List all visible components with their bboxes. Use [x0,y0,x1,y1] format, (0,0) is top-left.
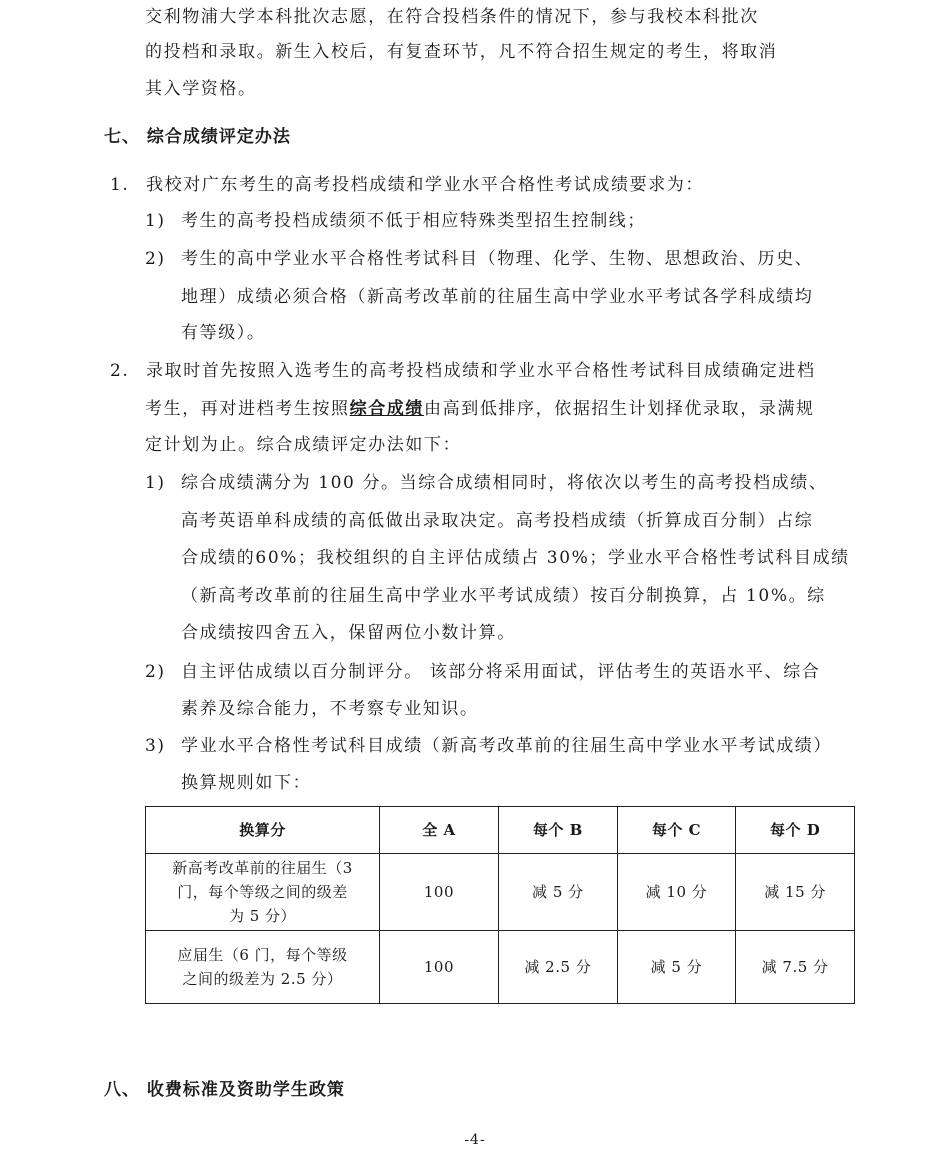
table-row-label-line: 门，每个等级之间的级差 [177,883,348,901]
item-2-sub-3-line-1: 学业水平合格性考试科目成绩（新高考改革前的往届生高中学业水平考试成绩） [181,736,832,756]
item-2-sub-1-line-3: 合成绩的60%；我校组织的自主评估成绩占 30%；学业水平合格性考试科目成绩 [181,548,850,568]
table-row-label-line: 应届生（6 门，每个等级 [177,946,348,964]
table-header-cell: 换算分 [146,807,380,854]
item-2-sub-1-line-4: （新高考改革前的往届生高中学业水平考试成绩）按百分制换算，占 10%。综 [181,586,826,606]
item-2-sub-1-line-1: 综合成绩满分为 100 分。当综合成绩相同时，将依次以考生的高考投档成绩、 [181,473,828,493]
item-1-sub-2-line-3: 有等级）。 [181,323,266,343]
table-cell: 减 10 分 [617,854,735,931]
table-cell: 减 5 分 [498,854,617,931]
item-1-sub-1-text: 考生的高考投档成绩须不低于相应特殊类型招生控制线； [181,211,646,231]
item-2-sub-1-line-2: 高考英语单科成绩的高低做出录取决定。高考投档成绩（折算成百分制）占综 [181,511,814,531]
item-1-sub-2-line-1: 考生的高中学业水平合格性考试科目（物理、化学、生物、思想政治、历史、 [181,249,814,269]
section-8-heading: 八、 收费标准及资助学生政策 [104,1080,345,1100]
item-2-sub-1-number: 1) [145,473,166,493]
table-row-label [146,854,380,931]
grade-conversion-table [145,806,855,1004]
item-1-sub-2-number: 2) [145,249,166,269]
intro-line-3: 其入学资格。 [145,79,257,99]
item-2-sub-2 [145,659,820,685]
table-cell: 减 15 分 [736,854,855,931]
intro-line-2: 的投档和录取。新生入校后，有复查环节，凡不符合招生规定的考生，将取消 [145,42,778,62]
item-1-sub-2-line-2: 地理）成绩必须合格（新高考改革前的往届生高中学业水平考试各学科成绩均 [181,287,814,307]
table-row-label-line: 为 5 分） [228,907,297,925]
table-cell: 100 [379,854,498,931]
item-1 [110,172,704,198]
item-2-sub-3 [145,733,832,759]
table-header-row [146,807,855,854]
item-2-sub-1-line-5: 合成绩按四舍五入，保留两位小数计算。 [181,623,516,643]
item-2-sub-1 [145,470,827,496]
item-1-sub-1-number: 1) [145,211,166,231]
table-cell: 减 5 分 [617,931,735,1004]
table-row [146,854,855,931]
item-2-sub-2-line-1: 自主评估成绩以百分制评分。 该部分将采用面试，评估考生的英语水平、综合 [181,662,821,682]
composite-score-emphasis: 综合成绩 [349,399,425,419]
item-2-line-3: 定计划为止。综合成绩评定办法如下： [145,435,462,455]
section-7-heading: 七、 综合成绩评定办法 [104,127,291,147]
item-2-line-2 [145,396,815,422]
page-number: -4- [464,1132,486,1148]
item-1-sub-1 [145,208,646,234]
item-1-sub-2 [145,246,813,272]
table-row [146,931,855,1004]
item-2-number: 2. [110,361,130,381]
item-2-sub-3-line-2: 换算规则如下： [181,773,312,793]
table-header-cell: 每个 B [498,807,617,854]
table-row-label-line: 之间的级差为 2.5 分） [182,970,343,988]
table-cell: 减 2.5 分 [498,931,617,1004]
item-2 [110,358,816,384]
item-2-line-1: 录取时首先按照入选考生的高考投档成绩和学业水平合格性考试科目成绩确定进档 [146,361,816,381]
item-2-line-2-post: 由高到低排序，依据招生计划择优录取，录满规 [424,399,815,419]
item-2-line-2-pre: 考生，再对进档考生按照 [145,399,350,419]
table-row-label-line: 新高考改革前的往届生（3 [172,859,353,877]
item-2-sub-2-number: 2) [145,662,166,682]
table-header-cell: 全 A [379,807,498,854]
item-1-text: 我校对广东考生的高考投档成绩和学业水平合格性考试成绩要求为： [146,175,704,195]
table-header-cell: 每个 D [736,807,855,854]
intro-line-1: 交利物浦大学本科批次志愿，在符合投档条件的情况下，参与我校本科批次 [145,7,759,27]
item-1-number: 1. [110,175,130,195]
table-row-label [146,931,380,1004]
table-header-cell: 每个 C [617,807,735,854]
table-cell: 减 7.5 分 [736,931,855,1004]
item-2-sub-2-line-2: 素养及综合能力，不考察专业知识。 [181,699,479,719]
item-2-sub-3-number: 3) [145,736,166,756]
table-cell: 100 [379,931,498,1004]
